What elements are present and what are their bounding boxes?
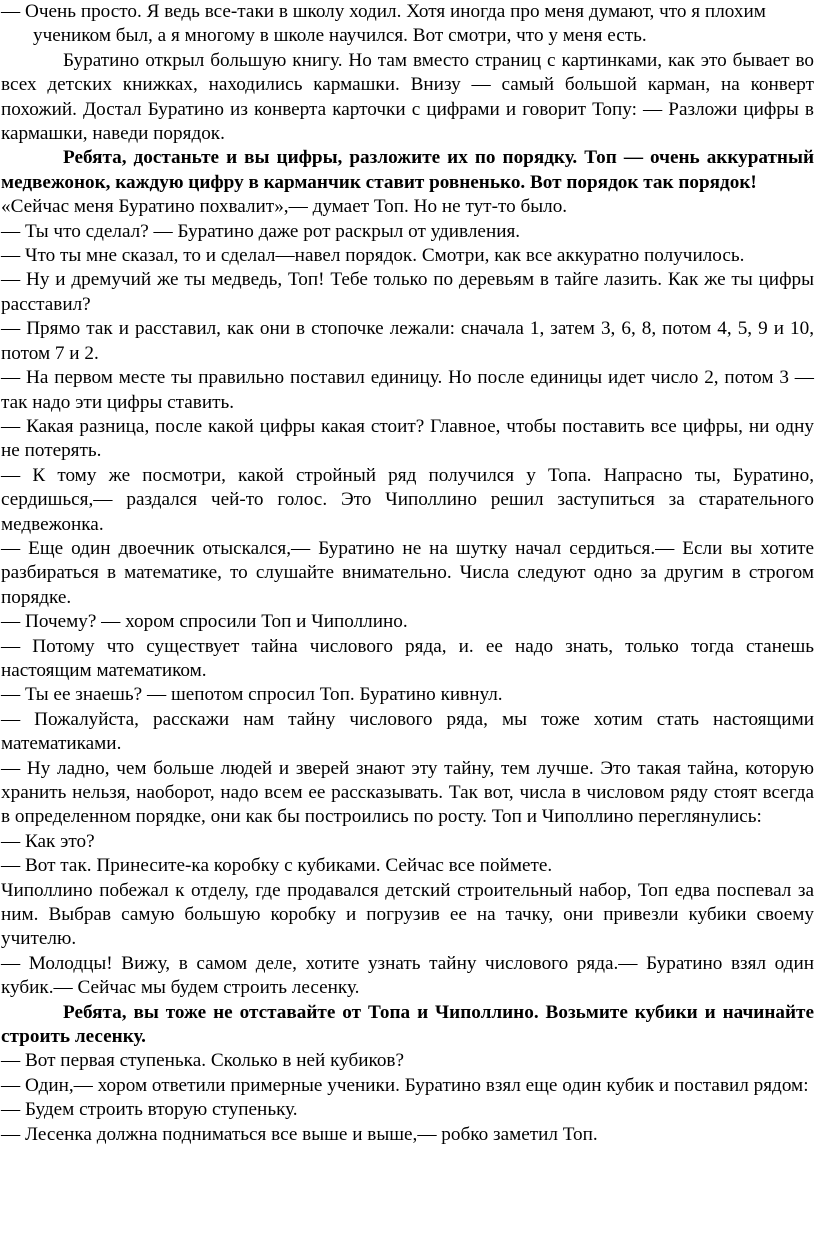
dialogue-line-15: — Вот так. Принесите-ка коробку с кубиками. Сейчас все поймете. [1,855,553,877]
paragraph-4: «Сейчас меня Буратино похвалит»,— думает Топ. Но не тут-то было. [1,196,568,218]
dialogue-line-9: — Почему? — хором спросили Топ и Чиполлино. [1,611,408,633]
dialogue-line-17: — Вот первая ступенька. Сколько в ней кубиков? [1,1050,405,1072]
dialogue-line-3: — Ну и дремучий же ты медведь, Топ! Тебе только по деревьям в тайге лазить. Как же ты цифры расставил? [1,269,814,315]
dialogue-line-2: — Что ты мне сказал, то и сделал—навел порядок. Смотри, как все аккуратно получилось. [1,245,745,267]
dialogue-line-18: — Один,— хором ответили примерные ученики. Буратино взял еще один кубик и поставил рядом: [1,1074,809,1096]
dialogue-line-14: — Как это? [1,830,95,852]
dialogue-line-4: — Прямо так и расставил, как они в стопочке лежали: сначала 1, затем 3, 6, 8, потом 4, 5, 9 и 10, потом 7 и 2. [1,318,814,364]
dialogue-line-11: — Ты ее знаешь? — шепотом спросил Топ. Буратино кивнул. [1,684,503,706]
dialogue-line-13: — Ну ладно, чем больше людей и зверей знают эту тайну, тем лучше. Это такая тайна, которую хранить нельзя, наоборот, надо всем ее рассказывать. Так вот, числа в числовом ряду стоят всегда в определенном порядке, они как бы построились по росту. Топ и Чиполлино переглянулись: [1,757,814,828]
dialogue-line-5: — На первом месте ты правильно поставил единицу. Но после единицы идет число 2, потом 3 — так надо эти цифры ставить. [1,367,814,413]
dialogue-line-6: — Какая разница, после какой цифры какая стоит? Главное, чтобы поставить все цифры, ни одну не потерять. [1,415,814,462]
dialogue-line-12: — Пожалуйста, расскажи нам тайну числового ряда, мы тоже хотим стать настоящими математиками. [1,708,814,755]
dialogue-line-10: — Потому что существует тайна числового ряда, и. ее надо знать, только тогда станешь настоящим математиком. [1,635,814,681]
dialogue-line-7: — К тому же посмотри, какой стройный ряд получился у Топа. Напрасно ты, Буратино, сердишься,— раздался чей-то голос. Это Чиполлино решил заступиться за старательного медвежонка. [1,464,814,535]
dialogue-line-19: — Будем строить вторую ступеньку. [1,1099,298,1121]
paragraph-2: Буратино открыл большую книгу. Но там вместо страниц с картинками, как это бывает во всех детских книжках, находились кармашки. Внизу — самый большой карман, на конверт похожий. Достал Буратино из конверта карточки с цифрами и говорит Топу: — Разложи цифры в кармашки, наведи порядок. [1,49,814,145]
dialogue-line-8: — Еще один двоечник отыскался,— Буратино не на шутку начал сердиться.— Если вы хотите разбираться в математике, то слушайте внимательно. Числа следуют одно за другим в строгом порядке. [1,537,814,608]
instruction-paragraph-1: Ребята, достаньте и вы цифры, разложите их по порядку. Топ — очень аккуратный медвежонок, каждую цифру в карманчик ставит ровненько. Вот порядок так порядок! [1,147,814,193]
instruction-paragraph-2: Ребята, вы тоже не отставайте от Топа и Чиполлино. Возьмите кубики и начинайте строить лесенку. [1,1001,814,1048]
dialogue-line-16: — Молодцы! Вижу, в самом деле, хотите узнать тайну числового ряда.— Буратино взял один кубик.— Сейчас мы будем строить лесенку. [1,952,814,999]
dialogue-line-20: — Лесенка должна подниматься все выше и выше,— робко заметил Топ. [1,1123,598,1145]
paragraph-1: — Очень просто. Я ведь все-таки в школу ходил. Хотя иногда про меня думают, что я плохим учеником был, а я многому в школе научился. Вот смотри, что у меня есть. [1,1,766,47]
narrative-paragraph: Чиполлино побежал к отделу, где продавался детский строительный набор, Топ едва поспевал за ним. Выбрав самую большую коробку и погрузив ее на тачку, они привезли кубики своему учителю. [1,879,814,950]
dialogue-line-1: — Ты что сделал? — Буратино даже рот раскрыл от удивления. [1,220,521,242]
